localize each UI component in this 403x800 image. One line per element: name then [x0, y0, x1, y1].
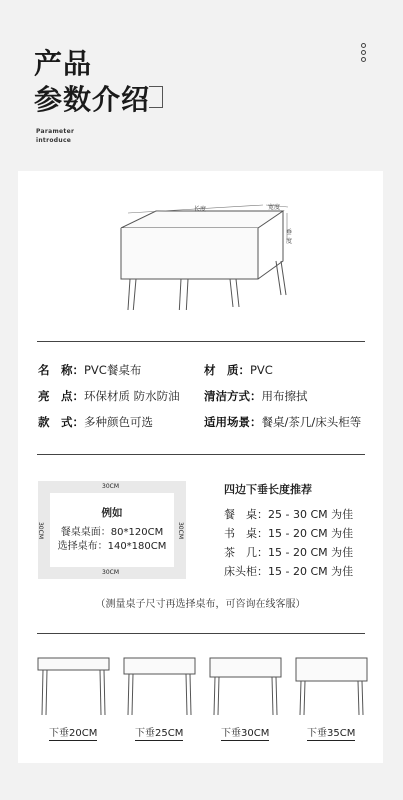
drop-35-label: 下垂35CM — [307, 724, 355, 741]
cm-top: 30CM — [102, 483, 120, 490]
param-material: 材 质：PVC — [204, 363, 273, 377]
param-highlight: 亮 点：环保材质 防水防油 — [38, 389, 180, 403]
example-cloth-size: 选择桌布：140*180CM — [57, 541, 167, 552]
recommend-desk: 书 桌：15 - 20 CM 为佳 — [224, 527, 354, 540]
example-title: 例如 — [101, 507, 123, 519]
title-bracket-decoration — [149, 86, 163, 108]
measure-note: （测量桌子尺寸再选择桌布，可咨询在线客服） — [95, 599, 306, 610]
param-scene: 适用场景：餐桌/茶几/床头柜等 — [204, 415, 362, 429]
recommend-bedside: 床头柜：15 - 20 CM 为佳 — [224, 565, 354, 578]
page-title-line1: 产品 — [34, 47, 93, 80]
page-title-line2: 参数介绍 — [34, 83, 151, 116]
recommend-title: 四边下垂长度推荐 — [224, 483, 312, 496]
table-dimension-diagram — [118, 195, 293, 310]
param-name: 名 称：PVC餐桌布 — [38, 363, 142, 377]
drop-20-label: 下垂20CM — [49, 724, 97, 741]
example-tabletop — [50, 493, 174, 567]
divider — [37, 341, 365, 342]
drop-25-label: 下垂25CM — [135, 724, 183, 741]
table-drop-20-icon — [36, 655, 111, 719]
cm-right: 30CM — [177, 521, 185, 540]
param-style: 款 式：多种颜色可选 — [38, 415, 153, 429]
table-drop-35-icon — [294, 655, 369, 719]
length-label: 长度 — [194, 206, 207, 213]
example-table-size: 餐桌桌面：80*120CM — [60, 527, 164, 538]
param-cleaning: 清洁方式：用布擦拭 — [204, 389, 308, 403]
divider — [37, 454, 365, 455]
recommend-coffee: 茶 几：15 - 20 CM 为佳 — [224, 546, 354, 559]
table-drop-25-icon — [122, 655, 197, 719]
page-subtitle: Parameter introduce — [36, 128, 75, 144]
cm-left: 30CM — [37, 521, 45, 540]
recommend-dining: 餐 桌：25 - 30 CM 为佳 — [224, 508, 354, 521]
content-card — [18, 171, 383, 763]
drop-30-label: 下垂30CM — [221, 724, 269, 741]
divider — [37, 633, 365, 634]
drop-label: 垂度 — [286, 229, 293, 245]
menu-dots-icon — [361, 43, 367, 64]
example-diagram — [38, 481, 186, 579]
table-drop-30-icon — [208, 655, 283, 719]
cm-bottom: 30CM — [102, 569, 120, 576]
width-label: 宽度 — [268, 204, 281, 211]
